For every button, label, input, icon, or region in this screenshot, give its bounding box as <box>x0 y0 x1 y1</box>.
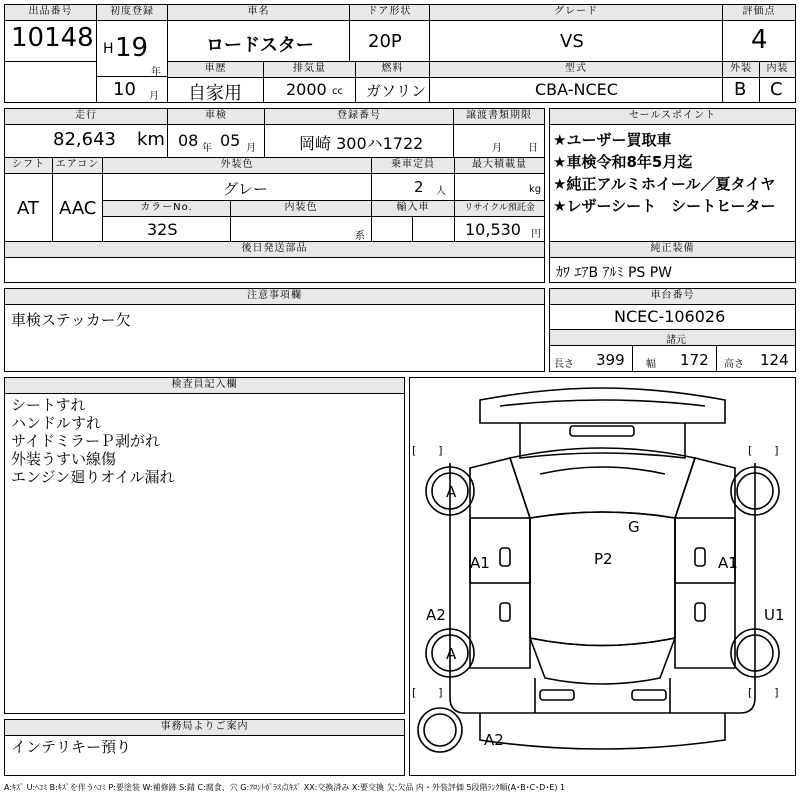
lot-blank-box <box>4 61 97 103</box>
inspection-label: 車検 <box>168 109 264 125</box>
max-load-unit: kg <box>529 184 542 195</box>
import-box <box>371 200 455 242</box>
width-label: 幅 <box>646 359 656 370</box>
model: CBA-NCEC <box>535 80 618 99</box>
inspection-month: 05 <box>220 131 241 150</box>
inspection-month-unit: 月 <box>246 143 256 154</box>
chassis-number: NCEC-106026 <box>614 307 726 326</box>
mark-roof: P2 <box>594 550 613 568</box>
lot-number: 10148 <box>11 23 94 53</box>
sales-points-label: セールスポイント <box>550 109 795 125</box>
office-notes-box <box>4 719 405 776</box>
exterior-grade-box <box>722 61 760 103</box>
inspector-note-3: サイドミラーＰ剥がれ <box>11 432 160 450</box>
width: 172 <box>680 351 709 369</box>
interior-color-label: 内装色 <box>231 201 371 217</box>
interior-color-box <box>230 200 372 242</box>
model-label: 型式 <box>430 62 722 78</box>
reg-month-unit: 月 <box>149 91 159 102</box>
inspector-note-4: 外装うすい線傷 <box>11 450 117 468</box>
mark-front-left-tire: A <box>446 483 457 501</box>
car-name-box <box>167 4 350 62</box>
office-notes-label: 事務局よりご案内 <box>5 720 404 736</box>
shift-box <box>4 157 53 242</box>
fuel-box <box>355 61 430 103</box>
color-no-label: カラーNo. <box>103 201 230 217</box>
car-outline <box>410 378 795 775</box>
damage-diagram <box>409 377 796 776</box>
shift-label: シフト <box>5 158 52 174</box>
color-no-box <box>102 200 231 242</box>
aircon-box <box>52 157 103 242</box>
exterior-color-label: 外装色 <box>103 158 371 174</box>
inspection-year-unit: 年 <box>202 143 212 154</box>
inspector-notes-label: 検査員記入欄 <box>5 378 404 394</box>
height-label: 高さ <box>724 359 744 370</box>
capacity-box <box>371 157 455 201</box>
equipment: ｶﾜ ｴｱB ｱﾙﾐ PS PW <box>556 265 673 281</box>
mark-right-rear-quarter: U1 <box>764 606 785 624</box>
lot-number-label: 出品番号 <box>5 5 96 21</box>
sales-point-1: ★ユーザー買取車 <box>553 131 672 149</box>
exterior-color-box <box>102 157 372 201</box>
exterior-grade: B <box>734 79 747 100</box>
history-box <box>167 61 264 103</box>
plate-label: 登録番号 <box>265 109 453 125</box>
office-note: インテリキー預り <box>11 738 132 756</box>
sales-point-3: ★純正アルミホイール／夏タイヤ <box>553 175 776 193</box>
plate-box <box>264 108 454 158</box>
length-label: 長さ <box>554 359 574 370</box>
interior-grade: C <box>770 79 783 100</box>
mark-rear-left-tire: A <box>446 645 457 663</box>
max-load-label: 最大積載量 <box>455 158 544 174</box>
door-box <box>349 4 430 62</box>
sales-point-4: ★レザーシート シートヒーター <box>553 197 776 215</box>
mark-left-rear-quarter: A2 <box>426 606 446 624</box>
aircon-label: エアコン <box>53 158 102 174</box>
grade-label: グレード <box>430 5 722 21</box>
bracket-left-2: [ ] <box>412 686 443 699</box>
exterior-grade-label: 外装 <box>723 62 759 78</box>
model-box <box>429 61 723 103</box>
transfer-day: 日 <box>528 143 538 154</box>
mileage: 82,643 <box>53 129 116 150</box>
sales-points-box <box>549 108 796 242</box>
first-registration-label: 初度登録 <box>97 5 167 21</box>
import-label: 輸入車 <box>372 201 454 217</box>
height: 124 <box>760 351 789 369</box>
bracket-left-1: [ ] <box>412 444 443 457</box>
history-label: 車歴 <box>168 62 263 78</box>
inspector-notes-box <box>4 377 405 714</box>
inspector-note-1: シートすれ <box>11 396 86 414</box>
legend-footer: A:ｷｽﾞ U:ﾍｺﾐ B:ｷｽﾞを伴うﾍｺﾐ P:要塗装 W:補修跡 S:錆 C:腐食、穴 G:ﾌﾛﾝﾄｶﾞﾗｽ点ｷｽﾞ XX:交換済み X:要交換 欠:欠品 内・外装評価 5段階ﾗﾝｸ順(A･B･C･D･E) 1 <box>4 783 566 792</box>
color-no: 32S <box>147 220 178 239</box>
reg-year: 19 <box>115 33 149 63</box>
bracket-right-1: [ ] <box>748 444 779 457</box>
score-label: 評価点 <box>723 5 795 21</box>
mileage-unit: km <box>137 129 165 150</box>
mileage-label: 走行 <box>5 109 167 125</box>
later-parts-box <box>4 241 545 283</box>
capacity: 2 <box>414 178 424 196</box>
inspection-year: 08 <box>178 131 199 150</box>
aircon: AAC <box>59 198 97 219</box>
mark-left-front-door: A1 <box>470 554 490 572</box>
equipment-box <box>549 241 796 283</box>
displacement-box <box>263 61 356 103</box>
fuel: ガソリン <box>366 82 427 100</box>
capacity-label: 乗車定員 <box>372 158 454 174</box>
capacity-unit: 人 <box>436 186 446 197</box>
bracket-right-2: [ ] <box>748 686 779 699</box>
caution-text: 車検ステッカー欠 <box>11 311 131 329</box>
door-type: 20P <box>368 31 402 52</box>
car-name-label: 車名 <box>168 5 349 21</box>
length: 399 <box>596 351 625 369</box>
mark-right-front-door: A1 <box>718 554 738 572</box>
spec-label: 諸元 <box>666 335 686 346</box>
displacement-label: 排気量 <box>264 62 355 78</box>
history: 自家用 <box>188 83 242 103</box>
transfer-label: 譲渡書類期限 <box>454 109 544 125</box>
grade-box <box>429 4 723 62</box>
recycle-label: リサイクル預託金 <box>455 201 544 217</box>
shift: AT <box>17 198 39 219</box>
inspector-note-2: ハンドルすれ <box>11 414 102 432</box>
plate: 岡崎 300ハ1722 <box>299 134 424 153</box>
grade: VS <box>560 31 584 52</box>
era: H <box>103 41 114 57</box>
recycle-unit: 円 <box>531 229 541 240</box>
interior-color-unit: 系 <box>355 231 365 242</box>
displacement: 2000 <box>286 80 327 99</box>
inspection-box <box>167 108 265 158</box>
score: 4 <box>751 25 768 55</box>
interior-grade-box <box>759 61 796 103</box>
reg-year-unit: 年 <box>151 67 161 78</box>
transfer-box <box>453 108 545 158</box>
first-registration-box <box>96 4 168 103</box>
caution-label: 注意事項欄 <box>5 289 544 305</box>
exterior-color: グレー <box>223 180 269 198</box>
transfer-month: 月 <box>492 143 502 154</box>
chassis-box <box>549 288 796 372</box>
displacement-unit: cc <box>332 86 343 97</box>
fuel-label: 燃料 <box>356 62 429 78</box>
sales-point-2: ★車検令和8年5月迄 <box>553 153 693 171</box>
interior-grade-label: 内装 <box>760 62 795 78</box>
car-name: ロードスター <box>206 35 314 56</box>
recycle-amount: 10,530 <box>465 220 521 239</box>
inspector-note-5: エンジン廻りオイル漏れ <box>11 468 175 486</box>
score-box <box>722 4 796 62</box>
later-parts-label: 後日発送部品 <box>5 242 544 258</box>
max-load-box <box>454 157 545 201</box>
mileage-box <box>4 108 168 158</box>
reg-month: 10 <box>113 79 136 100</box>
equipment-label: 純正装備 <box>550 242 795 258</box>
mark-windshield: G <box>628 518 640 536</box>
recycle-box <box>454 200 545 242</box>
lot-number-box <box>4 4 97 62</box>
chassis-label: 車台番号 <box>550 289 795 305</box>
mark-rear-bumper: A2 <box>484 731 504 749</box>
caution-box <box>4 288 545 372</box>
door-label: ドア形状 <box>350 5 429 21</box>
